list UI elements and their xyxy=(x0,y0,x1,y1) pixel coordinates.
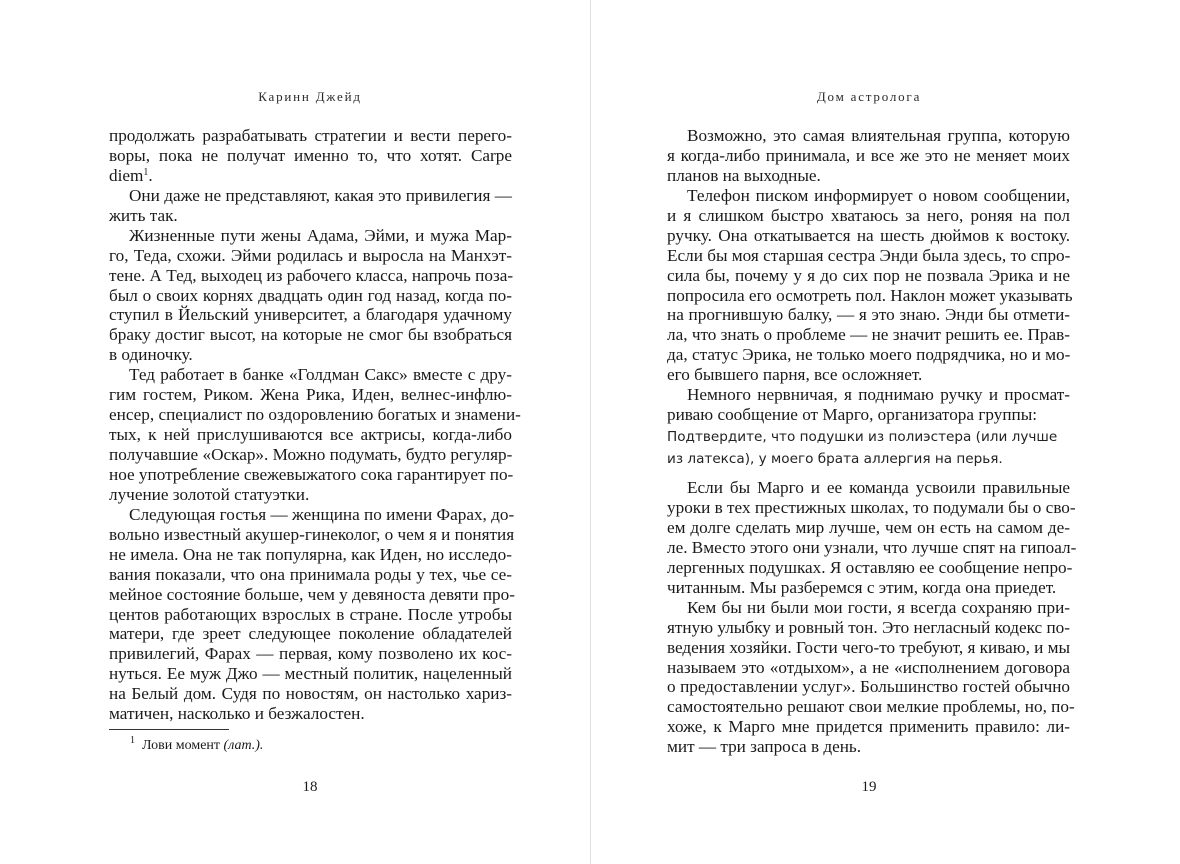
text-line: Немного нервничая, я поднимаю ручку и просмат- xyxy=(687,385,1070,405)
text-line: продолжать разрабатывать стратегии и вести перего- xyxy=(109,126,512,145)
page-number-left: 18 xyxy=(302,779,318,795)
text-line: нуться. Ее муж Джо — местный политик, нацеленный xyxy=(109,664,512,684)
text-line: Если бы моя старшая сестра Энди была здесь, то спро- xyxy=(667,245,1071,265)
text-line: матичен, насколько и безжалостен. xyxy=(109,704,365,724)
text-line: Кем бы ни были мои гости, я всегда сохраняю при- xyxy=(687,597,1070,617)
text-line: енсер, специалист по оздоровлению богатых и знамени- xyxy=(109,405,521,425)
text-line: попросила его осмотреть пол. Наклон может указывать xyxy=(667,285,1073,305)
text-line: ступил в Йельский университет, а благодаря удачному xyxy=(109,305,512,325)
text-line: получавшие «Оскар». Можно подумать, будто регуляр- xyxy=(109,445,513,464)
text-line: ем долге сделать мир лучше, чем он есть на самом де- xyxy=(667,517,1070,537)
text-line: риваю сообщение от Марго, организатора группы: xyxy=(667,405,1038,425)
text-line: жить так. xyxy=(109,205,178,225)
text-line: хоже, к Марго мне придется применить правило: ли- xyxy=(667,717,1070,737)
message-line: Подтвердите, что подушки из полиэстера (или лучше xyxy=(667,429,1058,446)
text-line: Если бы Марго и ее команда усвоили правильные xyxy=(687,478,1070,498)
text-line: го, Теда, схожи. Эйми родилась и выросла на Манхэт- xyxy=(109,245,512,265)
text-line: был о своих корнях двадцать один год назад, когда по- xyxy=(109,285,512,305)
left-page-body xyxy=(109,126,521,724)
text-line: ное употребление свежевыжатого сока гарантирует по- xyxy=(109,464,514,484)
text-line: вольно известный акушер-гинеколог, о чем я и понятия xyxy=(109,524,515,544)
text-line: самостоятельно решают свои мелкие проблемы, но, по- xyxy=(667,697,1075,717)
text-line: тых, к ней прислушиваются все актрисы, когда-либо xyxy=(109,425,512,445)
text-line: Жизненные пути жены Адама, Эйми, и мужа Мар- xyxy=(129,225,512,245)
running-head-author: Каринн Джейд xyxy=(258,89,362,104)
right-page-body xyxy=(667,126,1077,757)
text-line: гим гостем, Риком. Жена Рика, Иден, велнес-инфлю- xyxy=(109,385,512,405)
text-message xyxy=(667,427,1070,470)
text-line: матери, где зреет следующее поколение обладателей xyxy=(109,624,512,644)
text-line: браку достиг высот, на которые не смог бы взобраться xyxy=(109,325,512,345)
text-line: Они даже не представляют, какая это привилегия — xyxy=(129,185,512,205)
text-line: планов на выходные. xyxy=(667,165,821,185)
text-line: вания показали, что она принимала роды у тех, чье се- xyxy=(109,564,512,584)
footnote-marker: 1 xyxy=(130,735,135,746)
footnote-rule xyxy=(109,729,229,730)
text-line: ведения хозяйки. Гости чего-то требуют, я киваю, и мы xyxy=(667,637,1071,657)
page-number-right: 19 xyxy=(861,779,877,795)
text-line: на прогнившую балку, — я это знаю. Энди бы отмети- xyxy=(667,305,1070,325)
text-line: привилегий, Фарах — первая, кому позволено их кос- xyxy=(109,644,512,664)
text-line: Телефон писком информирует о новом сообщении, xyxy=(687,185,1070,205)
text-line: о предоставлении услуг». Большинство гостей обычно xyxy=(667,677,1070,697)
text-line: центов работающих взрослых в стране. После утробы xyxy=(109,604,512,624)
text-line: не имела. Она не так популярна, как Иден, но исследо- xyxy=(109,544,512,564)
text-line: diem$^1$. xyxy=(109,165,153,185)
text-line: Возможно, это самая влиятельная группа, которую xyxy=(687,126,1070,145)
text-line: я когда-либо принимала, и все же это не меняет моих xyxy=(667,145,1070,165)
text-line: в одиночку. xyxy=(109,345,193,365)
message-line: из латекса), у моего брата аллергия на перья. xyxy=(667,450,1003,467)
footnote-language: (лат.). xyxy=(223,738,264,753)
text-line: читанным. Мы разберемся с этим, когда она приедет. xyxy=(667,577,1057,597)
text-line: уроки в тех престижных школах, то подумали бы о сво- xyxy=(667,498,1076,517)
text-line: называем это «отдыхом», а не «исполнением договора xyxy=(667,657,1070,677)
text-line: ятную улыбку и ровный тон. Это негласный кодекс по- xyxy=(667,617,1070,637)
footnote xyxy=(130,735,264,754)
text-line: мейное состояние больше, чем у девяноста девяти про- xyxy=(109,584,515,604)
text-line: ла, что знать о проблеме — не значит решить ее. Прав- xyxy=(667,325,1070,345)
text-line: ле. Вместо этого они узнали, что лучше спят на гипоал- xyxy=(667,537,1077,557)
text-line: его бывшего парня, все осложняет. xyxy=(667,365,923,385)
text-line: сила бы, почему у я до сих пор не позвала Эрика и не xyxy=(667,265,1070,285)
text-line: мит — три запроса в день. xyxy=(667,737,862,757)
footnote-text: Лови момент xyxy=(142,738,221,753)
footnote-ref: 1 xyxy=(143,166,149,178)
running-head-title: Дом астролога xyxy=(816,89,922,104)
text-line: Следующая гостья — женщина по имени Фарах, до- xyxy=(129,504,515,524)
right-page xyxy=(591,0,1180,864)
text-line: и я слишком быстро хватаюсь за него, роняя на пол xyxy=(667,205,1070,225)
text-line: воры, пока не получат именно то, что хотят. Carpe xyxy=(109,145,512,165)
text-line: ручку. Она откатывается на шесть дюймов к востоку. xyxy=(667,225,1070,245)
text-line: лергенных подушках. Я оставляю ее сообщение непро- xyxy=(667,557,1073,577)
text-line: на Белый дом. Судя по новостям, он настолько хариз- xyxy=(109,684,512,704)
text-line: да, статус Эрика, не только моего подрядчика, но и мо- xyxy=(667,345,1071,365)
text-line: лучение золотой статуэтки. xyxy=(109,484,310,504)
text-line: Тед работает в банке «Голдман Сакс» вместе с дру- xyxy=(129,365,512,385)
text-line: тене. А Тед, выходец из рабочего класса, напрочь поза- xyxy=(109,265,514,285)
